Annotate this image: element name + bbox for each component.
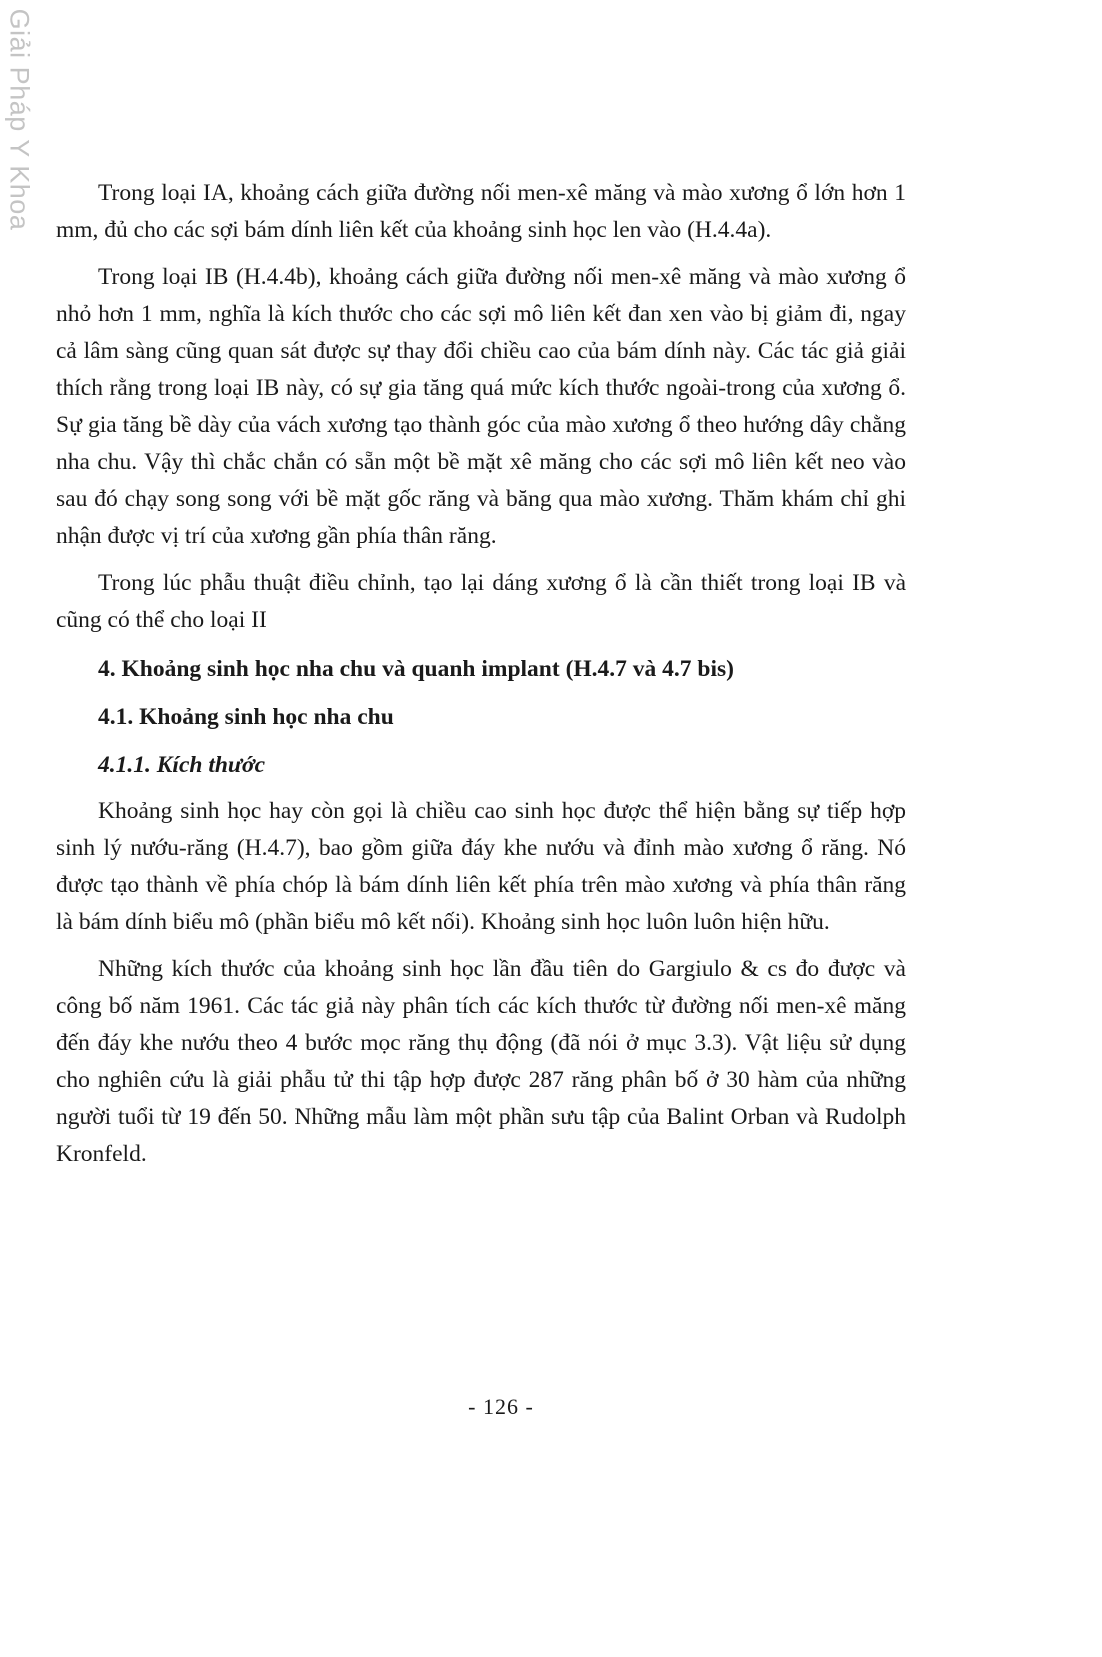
page-number: - 126 - bbox=[468, 1394, 534, 1419]
section-heading: 4. Khoảng sinh học nha chu và quanh implant (H.4.7 và 4.7 bis) bbox=[98, 656, 734, 682]
paragraph-type-ia: Trong loại IA, khoảng cách giữa đường nối men-xê măng và mào xương ổ lớn hơn 1 mm, đủ cho các sợi bám dính liên kết của khoảng sinh học len vào (H.4.4a). bbox=[56, 180, 906, 243]
watermark-text: Giải Pháp Y Khoa bbox=[4, 8, 35, 230]
page-content bbox=[56, 175, 906, 1183]
subsubsection-heading: 4.1.1. Kích thước bbox=[98, 752, 266, 778]
subsection-heading: 4.1. Khoảng sinh học nha chu bbox=[98, 704, 394, 730]
paragraph-gargiulo: Những kích thước của khoảng sinh học lần đầu tiên do Gargiulo & cs đo được và công bố năm 1961. Các tác giả này phân tích các kích thước từ đường nối men-xê măng đến đáy khe nướu theo 4 bước mọc răng thụ động (đã nói ở mục 3.3). Vật liệu sử dụng cho nghiên cứu là giải phẫu tử thi tập hợp được 287 răng phân bố ở 30 hàm của những người tuổi từ 19 đến 50. Những mẫu làm một phần sưu tập của Balint Orban và Rudolph Kronfeld. bbox=[56, 956, 906, 1167]
paragraph-type-ib: Trong loại IB (H.4.4b), khoảng cách giữa đường nối men-xê măng và mào xương ổ nhỏ hơn 1 mm, nghĩa là kích thước cho các sợi mô liên kết đan xen vào bị giảm đi, ngay cả lâm sàng cũng quan sát được sự thay đổi chiều cao của bám dính này. Các tác giả giải thích rằng trong loại IB này, có sự gia tăng quá mức kích thước ngoài-trong của xương ổ. Sự gia tăng bề dày của vách xương tạo thành góc của mào xương ổ theo hướng dây chằng nha chu. Vậy thì chắc chắn có sẵn một bề mặt xê măng cho các sợi mô liên kết neo vào sau đó chạy song song với bề mặt gốc răng và băng qua mào xương. Thăm khám chỉ ghi nhận được vị trí của xương gần phía thân răng. bbox=[56, 264, 906, 549]
watermark bbox=[2, 8, 36, 230]
paragraph-surgery: Trong lúc phẫu thuật điều chỉnh, tạo lại dáng xương ổ là cần thiết trong loại IB và cũng có thể cho loại II bbox=[56, 570, 906, 633]
paragraph-biologic-width: Khoảng sinh học hay còn gọi là chiều cao sinh học được thể hiện bằng sự tiếp hợp sinh lý nướu-răng (H.4.7), bao gồm giữa đáy khe nướu và đỉnh mào xương ổ răng. Nó được tạo thành về phía chóp là bám dính liên kết phía trên mào xương và phía thân răng là bám dính biểu mô (phần biểu mô kết nối). Khoảng sinh học luôn luôn hiện hữu. bbox=[56, 798, 906, 935]
